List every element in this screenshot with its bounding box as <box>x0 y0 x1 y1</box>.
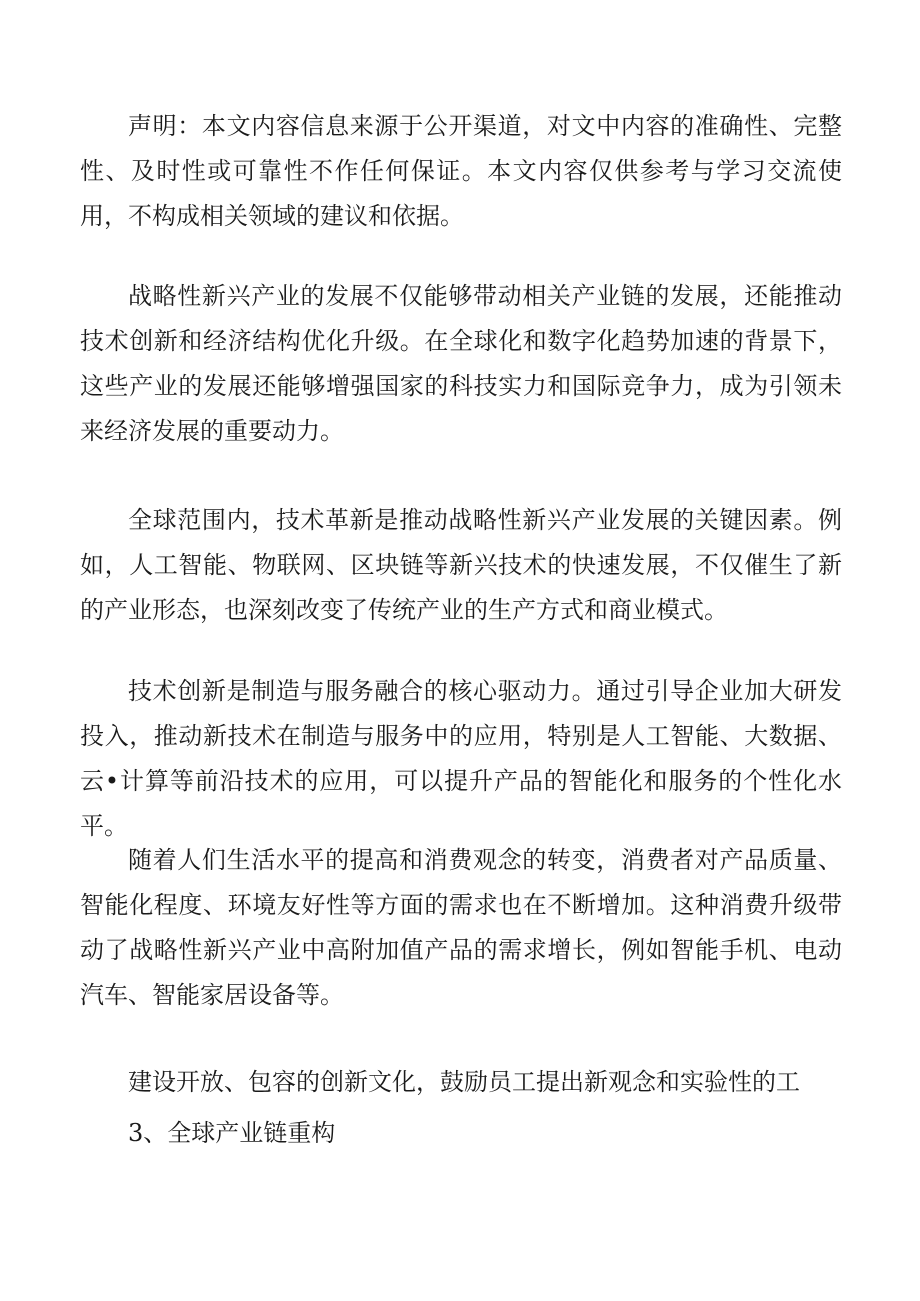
body-paragraph: 战略性新兴产业的发展不仅能够带动相关产业链的发展，还能推动技术创新和经济结构优化升级。在全球化和数字化趋势加速的背景下，这些产业的发展还能够增强国家的科技实力和国际竞争力，成为引领未来经济发展的重要动力。 <box>80 282 842 445</box>
truncated-paragraph: 建设开放、包容的创新文化，鼓励员工提出新观念和实验性的工 <box>128 1068 800 1096</box>
disclaimer-paragraph: 声明：本文内容信息来源于公开渠道，对文中内容的准确性、完整性、及时性或可靠性不作任何保证。本文内容仅供参考与学习交流使用，不构成相关领域的建议和依据。 <box>80 112 842 230</box>
body-paragraph: 全球范围内，技术革新是推动战略性新兴产业发展的关键因素。例如，人工智能、物联网、区块链等新兴技术的快速发展，不仅催生了新的产业形态，也深刻改变了传统产业的生产方式和商业模式。 <box>80 506 842 624</box>
body-paragraph: 随着人们生活水平的提高和消费观念的转变，消费者对产品质量、智能化程度、环境友好性等方面的需求也在不断增加。这种消费升级带动了战略性新兴产业中高附加值产品的需求增长，例如智能手机、电动汽车、智能家居设备等。 <box>80 846 842 1009</box>
section-heading: 3、全球产业链重构 <box>128 1119 336 1147</box>
body-paragraph: 技术创新是制造与服务融合的核心驱动力。通过引导企业加大研发投入，推动新技术在制造与服务中的应用，特别是人工智能、大数据、云•计算等前沿技术的应用，可以提升产品的智能化和服务的个性化水平。 <box>80 677 842 840</box>
